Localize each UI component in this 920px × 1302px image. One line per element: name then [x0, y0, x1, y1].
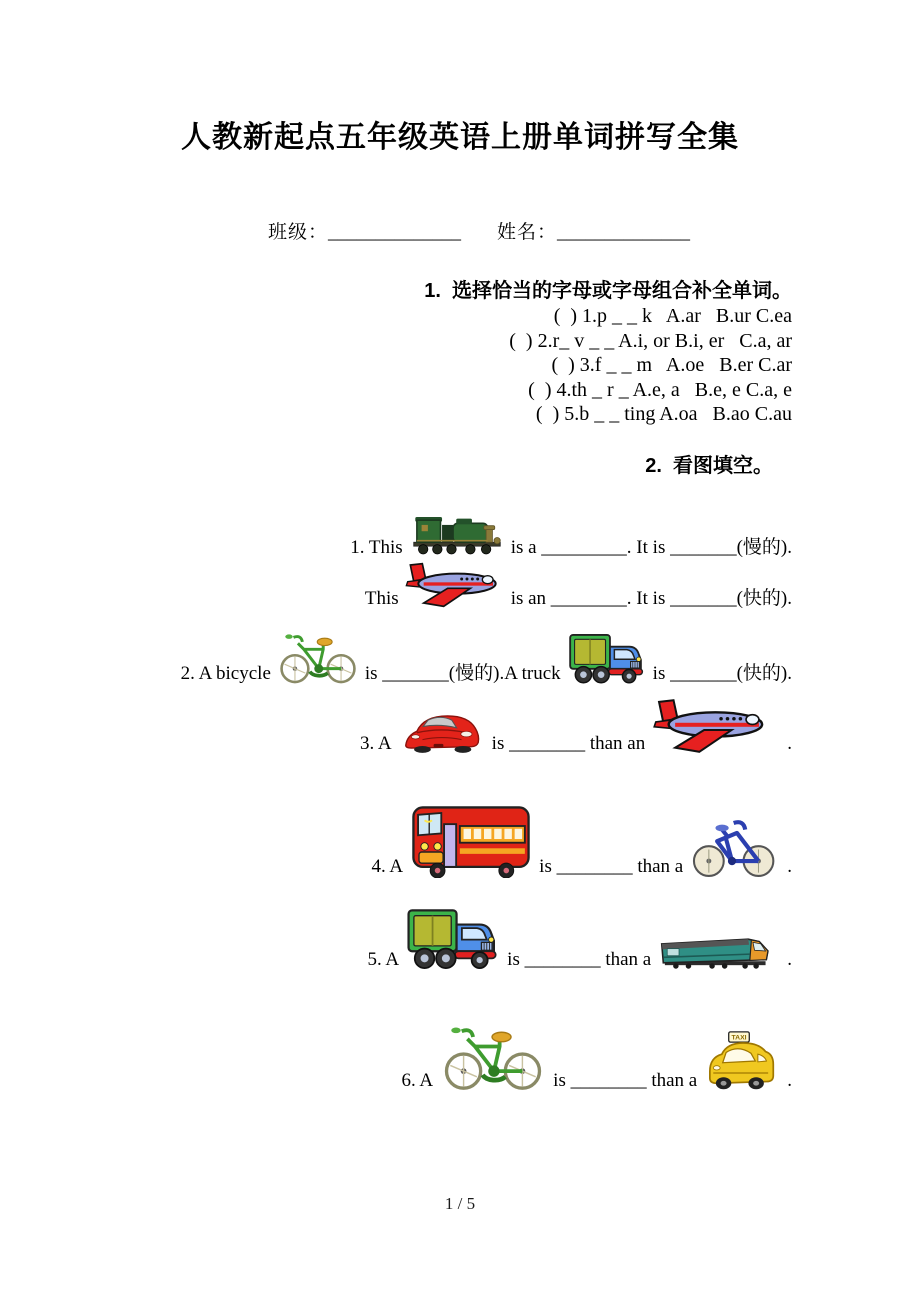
truck-image [567, 629, 647, 685]
choice-item-5: ( ) 5.b _ _ ting A.oa B.ao C.au [535, 403, 792, 425]
red-bus-image [409, 800, 533, 878]
fill-item-6 [401, 1018, 792, 1092]
truck-image [405, 903, 501, 971]
page-title: 人教新起点五年级英语上册单词拼写全集 [181, 121, 739, 154]
choice-item-2: ( ) 2.r_ v _ _ A.i, or B.i, er C.a, ar [509, 329, 792, 352]
fill-item-5-text3: . [787, 949, 792, 970]
section-1-heading: 1. 选择恰当的字母或字母组合补全单词。 [424, 280, 792, 302]
fill-item-1b [365, 560, 792, 610]
airplane-image [405, 560, 505, 610]
fill-item-2 [181, 627, 792, 685]
fill-item-5-text1: 5. A [367, 949, 400, 970]
modern-train-image [657, 931, 775, 971]
fill-item-2-text1: 2. A bicycle [180, 663, 271, 684]
fill-item-3-text3: . [787, 733, 792, 754]
airplane-image [651, 697, 775, 755]
fill-item-6-text1: 6. A [401, 1070, 434, 1091]
choice-item-1: ( ) 1.p _ _ k A.ar B.ur C.ea [553, 305, 792, 327]
fill-item-1a-text1: 1. This [350, 537, 403, 558]
red-sports-car-image [398, 709, 486, 755]
fill-item-2-text2: is _______(慢的).A truck [364, 663, 561, 684]
fill-item-1a [350, 505, 792, 559]
fill-item-4-text3: . [787, 856, 792, 877]
fill-item-2-text3: is _______(快的). [652, 663, 792, 684]
fill-item-5 [367, 903, 792, 971]
fill-item-5-text2: is ________ than a [507, 949, 652, 970]
steam-train-image [409, 505, 505, 559]
fill-item-1b-text2: is an ________. It is _______(快的). [510, 588, 792, 609]
choice-item-3: ( ) 3.f _ _ m A.oe B.er C.ar [551, 354, 792, 376]
choice-item-4: ( ) 4.th _ r _ A.e, a B.e, e C.a, e [528, 378, 792, 401]
fill-item-1a-text2: is a _________. It is _______(慢的). [510, 537, 792, 558]
name-blank-line: ______________ [557, 222, 691, 243]
fill-item-3 [360, 697, 792, 755]
fill-item-3-text1: 3. A [359, 733, 392, 754]
class-blank-line: ______________ [328, 222, 462, 243]
fill-item-3-text2: is ________ than an [491, 733, 646, 754]
svg-text:TAXI: TAXI [731, 1034, 747, 1042]
fill-item-4-text1: 4. A [371, 856, 404, 877]
name-label: 姓名： [497, 222, 558, 243]
green-bicycle-image [439, 1018, 547, 1092]
fill-item-4 [371, 800, 792, 878]
section-1-letter-choice [0, 279, 792, 427]
green-bicycle-image [277, 627, 359, 685]
yellow-taxi-image [703, 1030, 775, 1092]
page-number: 1 / 5 [444, 1194, 476, 1213]
fill-item-1b-text1: This [364, 588, 399, 609]
blue-bicycle-image [689, 816, 775, 878]
section-2-heading: 2. 看图填空。 [645, 455, 773, 477]
class-name-row [268, 217, 690, 244]
fill-item-4-text2: is ________ than a [539, 856, 684, 877]
fill-item-6-text2: is ________ than a [553, 1070, 698, 1091]
class-label: 班级： [268, 222, 329, 243]
fill-item-6-text3: . [787, 1070, 792, 1091]
